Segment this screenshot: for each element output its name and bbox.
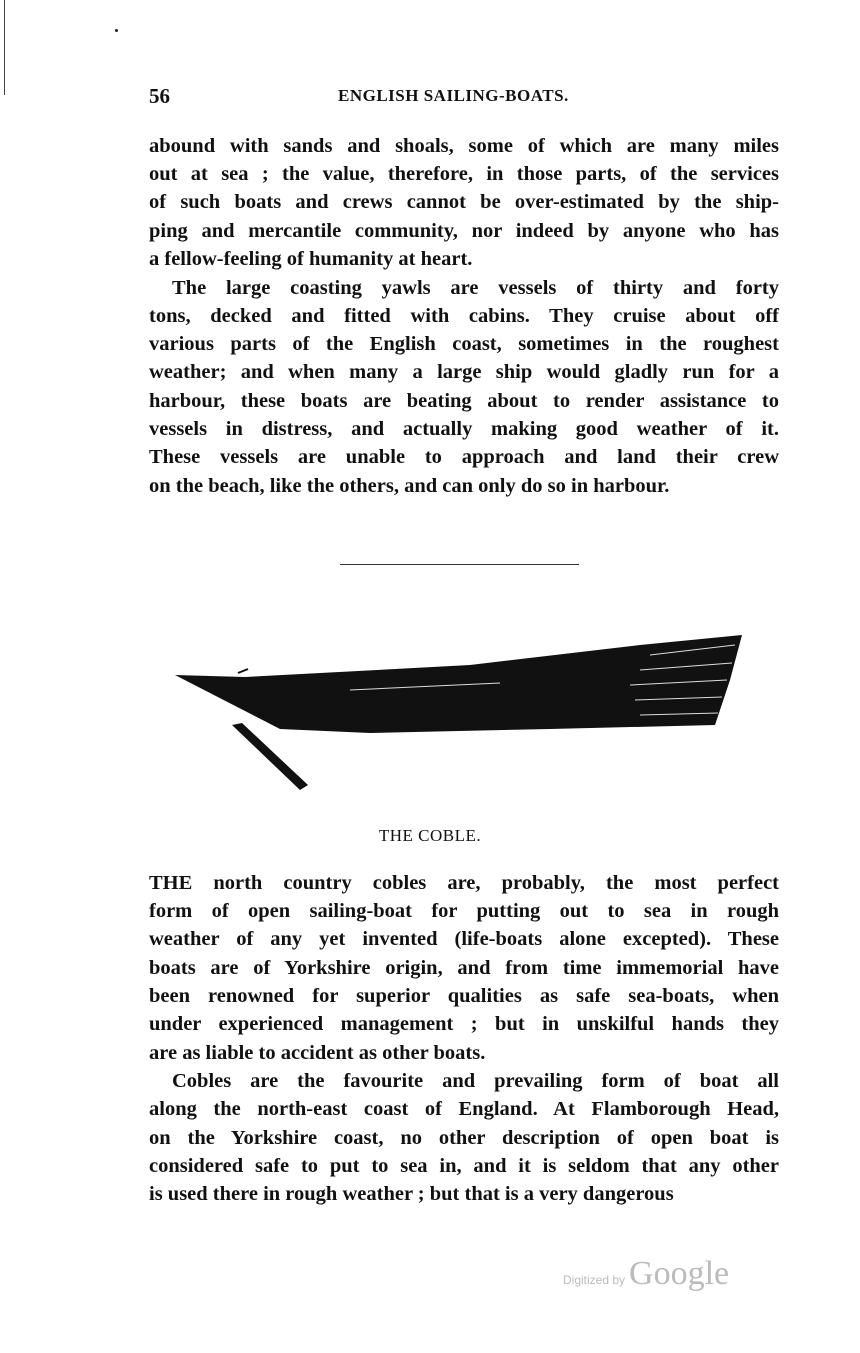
page-number: 56 [149, 84, 170, 108]
running-title: ENGLISH SAILING-BOATS. [338, 86, 569, 105]
text-line: vessels in distress, and actually making good weather of it. [149, 418, 779, 440]
text-line: form of open sailing-boat for putting out to sea in rough [149, 900, 779, 922]
page-header [149, 84, 779, 110]
text-line: various parts of the English coast, sometimes in the roughest [149, 333, 779, 355]
text-line: under experienced management ; but in unskilful hands they [149, 1013, 779, 1035]
text-line: been renowned for superior qualities as safe sea-boats, when [149, 985, 779, 1007]
text-line: abound with sands and shoals, some of which are many miles [149, 135, 779, 157]
text-line: harbour, these boats are beating about to render assistance to [149, 390, 779, 412]
text-line: boats are of Yorkshire origin, and from time immemorial have [149, 957, 779, 979]
text-line: of such boats and crews cannot be over-estimated by the ship- [149, 191, 779, 213]
text-line: THE north country cobles are, probably, the most perfect [149, 872, 779, 894]
digitized-by-google-watermark: Digitized by Google [563, 1255, 730, 1292]
scan-margin-line [4, 0, 5, 95]
text-line: Cobles are the favourite and prevailing form of boat all [172, 1070, 779, 1092]
text-line: These vessels are unable to approach and land their crew [149, 446, 779, 468]
text-line: on the Yorkshire coast, no other description of open boat is [149, 1127, 779, 1149]
text-line: ping and mercantile community, nor indeed by anyone who has [149, 220, 779, 242]
text-line: tons, decked and fitted with cabins. They cruise about off [149, 305, 779, 327]
text-line: weather; and when many a large ship would gladly run for a [149, 361, 779, 383]
scan-speck [115, 29, 118, 32]
text-line: out at sea ; the value, therefore, in those parts, of the services [149, 163, 779, 185]
text-line: on the beach, like the others, and can only do so in harbour. [149, 475, 670, 497]
text-line: considered safe to put to sea in, and it is seldom that any other [149, 1155, 779, 1177]
text-line: weather of any yet invented (life-boats alone excepted). These [149, 928, 779, 950]
section-divider [340, 564, 579, 565]
text-line: is used there in rough weather ; but that is a very dangerous [149, 1183, 674, 1205]
text-line: a fellow-feeling of humanity at heart. [149, 248, 473, 270]
coble-illustration [170, 625, 750, 800]
text-line: are as liable to accident as other boats. [149, 1042, 486, 1064]
rudder [232, 723, 308, 790]
text-line: The large coasting yawls are vessels of thirty and forty [172, 277, 779, 299]
figure-caption: THE COBLE. [378, 826, 482, 845]
text-line: along the north-east coast of England. At Flamborough Head, [149, 1098, 779, 1120]
